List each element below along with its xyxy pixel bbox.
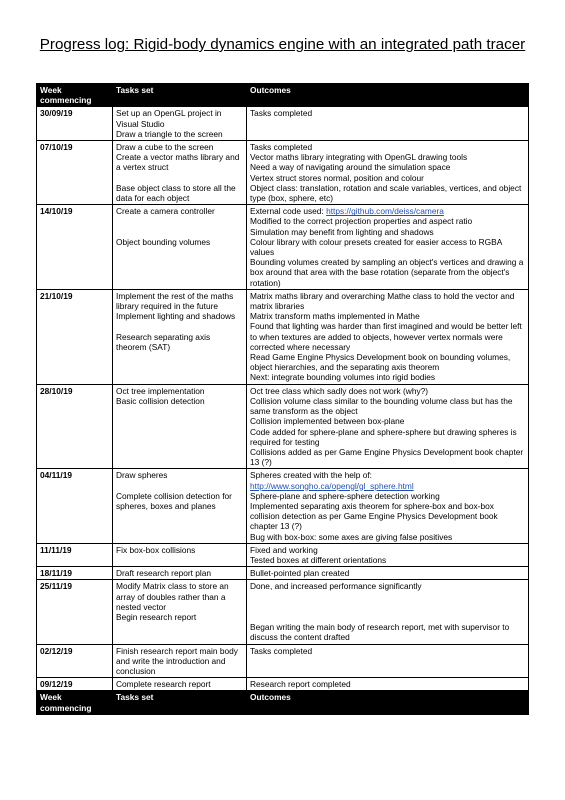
week-cell: 11/11/19 bbox=[37, 543, 113, 566]
week-column-header: Week commencing bbox=[37, 84, 113, 107]
week-cell: 09/12/19 bbox=[37, 678, 113, 691]
outcomes-cell bbox=[247, 678, 529, 691]
outcomes-cell bbox=[247, 543, 529, 566]
week-cell: 30/09/19 bbox=[37, 107, 113, 141]
table-row bbox=[37, 469, 529, 543]
task-text: Oct tree implementation Basic collision detection bbox=[116, 385, 205, 406]
tasks-cell bbox=[113, 384, 247, 469]
task-text: Create a camera controller bbox=[116, 206, 215, 217]
table-row bbox=[37, 678, 529, 691]
tasks-cell bbox=[113, 580, 247, 644]
tasks-column-footer: Tasks set bbox=[113, 691, 247, 714]
tasks-column-header: Tasks set bbox=[113, 84, 247, 107]
table-row bbox=[37, 580, 529, 644]
outcome-text: Tasks completed bbox=[250, 645, 313, 656]
week-column-footer: Week commencing bbox=[37, 691, 113, 714]
outcomes-cell bbox=[247, 469, 529, 543]
week-cell: 07/10/19 bbox=[37, 141, 113, 205]
tasks-cell bbox=[113, 289, 247, 384]
outcome-text: Modified to the correct projection properties and aspect ratio Simulation may benefit from lighting and shadows Colour library with colour presets created for easier access to RGBA values Bounding volumes created by sampling an object's vertices and drawing a box around that area with the base rotation (separate from the object's rotation) bbox=[250, 216, 524, 288]
week-cell: 04/11/19 bbox=[37, 469, 113, 543]
task-text: Set up an OpenGL project in Visual Studio Draw a triangle to the screen bbox=[116, 108, 223, 139]
week-cell: 18/11/19 bbox=[37, 567, 113, 580]
task-text: Base object class to store all the data for each object bbox=[116, 182, 236, 204]
outcome-text: Sphere-plane and sphere-sphere detection working Implemented separating axis theorem for sphere-box and box-box collision detection as per Game Engine Physics Development book chapter 13 (?) Bug with box-box: some axes are giving false positives bbox=[250, 490, 498, 542]
table-row bbox=[37, 644, 529, 678]
outcomes-column-header: Outcomes bbox=[247, 84, 529, 107]
outcomes-cell bbox=[247, 205, 529, 290]
table-row bbox=[37, 289, 529, 384]
table-row bbox=[37, 567, 529, 580]
outcome-text: Oct tree class which sadly does not work (why?) Collision volume class similar to the bounding volume class but has the same transform as the object Collision implemented between box-plane Code added for sphere-plane and sphere-sphere but drawing spheres is required for testing Collisions added as per Game Engine Physics Development book chapter 13 (?) bbox=[250, 385, 524, 468]
week-cell: 02/12/19 bbox=[37, 644, 113, 678]
outcomes-cell bbox=[247, 289, 529, 384]
task-text: Draw a cube to the screen Create a vector maths library and a vertex struct bbox=[116, 142, 240, 173]
task-text: Draft research report plan bbox=[116, 568, 212, 579]
week-cell: 28/10/19 bbox=[37, 384, 113, 469]
table-row bbox=[37, 141, 529, 205]
task-text: Modify Matrix class to store an array of doubles rather than a nested vector Begin research report bbox=[116, 581, 229, 622]
table-row bbox=[37, 384, 529, 469]
task-text: Draw spheres bbox=[116, 470, 168, 481]
tasks-cell bbox=[113, 567, 247, 580]
outcome-text: Fixed and working Tested boxes at different orientations bbox=[250, 544, 387, 565]
outcome-text: Matrix maths library and overarching Mathe class to hold the vector and matrix libraries Matrix transform maths implemented in Mathe Found that lighting was harder than first imagined and would be better left to when textures are added to objects, however vertex normals were corrected where necessary Read Game Engine Physics Development book on bounding volumes, object hierarchies, and the separating axis theorem Next: integrate bounding volumes into rigid bodies bbox=[250, 290, 522, 383]
tasks-cell bbox=[113, 644, 247, 678]
outcomes-cell bbox=[247, 580, 529, 644]
outcome-text: Tasks completed Vector maths library integrating with OpenGL drawing tools Need a way of navigating around the simulation space Vertex struct stores normal, position and colour Object class: translation, rotation and scale variables, vertices, and object type (box, sphere, etc) bbox=[250, 142, 522, 204]
outcomes-cell bbox=[247, 384, 529, 469]
tasks-cell bbox=[113, 205, 247, 290]
tasks-cell bbox=[113, 107, 247, 141]
table-header-row bbox=[37, 84, 529, 107]
task-text: Finish research report main body and write the introduction and conclusion bbox=[116, 645, 238, 676]
outcome-text: Began writing the main body of research report, met with supervisor to discuss the content drafted bbox=[250, 622, 510, 643]
task-text: Fix box-box collisions bbox=[116, 544, 196, 555]
external-link[interactable]: http://www.songho.ca/opengl/gl_sphere.html bbox=[250, 480, 414, 491]
outcomes-cell bbox=[247, 567, 529, 580]
outcomes-column-footer: Outcomes bbox=[247, 691, 529, 714]
outcome-prefix: External code used: bbox=[250, 206, 327, 217]
task-text: Object bounding volumes bbox=[116, 236, 211, 247]
outcome-text: Done, and increased performance significantly bbox=[250, 581, 422, 592]
week-cell: 14/10/19 bbox=[37, 205, 113, 290]
outcome-prefix: Spheres created with the help of: bbox=[250, 470, 372, 481]
outcome-text: Tasks completed bbox=[250, 108, 313, 119]
table-footer-row bbox=[37, 691, 529, 714]
outcomes-cell bbox=[247, 141, 529, 205]
task-text: Research separating axis theorem (SAT) bbox=[116, 331, 211, 352]
table-row bbox=[37, 205, 529, 290]
week-cell: 21/10/19 bbox=[37, 289, 113, 384]
task-text: Complete research report bbox=[116, 679, 211, 690]
outcomes-cell bbox=[247, 107, 529, 141]
week-cell: 25/11/19 bbox=[37, 580, 113, 644]
outcome-text: Bullet-pointed plan created bbox=[250, 568, 350, 579]
tasks-cell bbox=[113, 469, 247, 543]
page-title: Progress log: Rigid-body dynamics engine with an integrated path tracer bbox=[39, 36, 526, 53]
external-link[interactable]: https://github.com/deiss/camera bbox=[326, 206, 444, 217]
task-text: Implement the rest of the maths library required in the future Implement lighting and shadows bbox=[116, 290, 236, 322]
progress-log-table bbox=[36, 83, 529, 715]
tasks-cell bbox=[113, 141, 247, 205]
outcome-text: Research report completed bbox=[250, 679, 351, 690]
outcomes-cell bbox=[247, 644, 529, 678]
table-row bbox=[37, 543, 529, 566]
tasks-cell bbox=[113, 678, 247, 691]
task-text: Complete collision detection for spheres, boxes and planes bbox=[116, 490, 232, 511]
tasks-cell bbox=[113, 543, 247, 566]
table-row bbox=[37, 107, 529, 141]
